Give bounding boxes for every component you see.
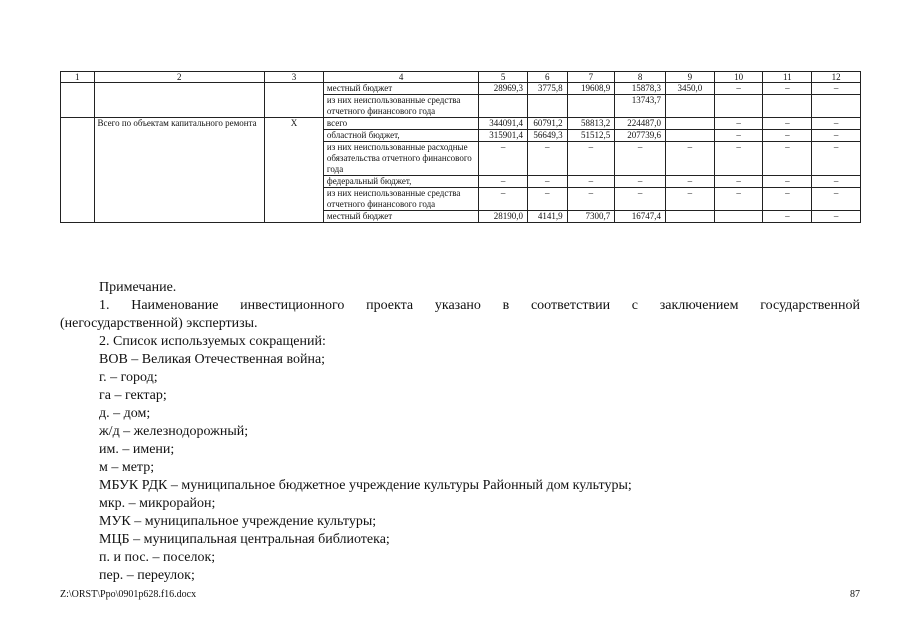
- value-cell: –: [763, 118, 812, 130]
- note-item-1-continuation: (негосударственной) экспертизы.: [60, 316, 258, 331]
- value-cell: 4141,9: [527, 211, 567, 223]
- value-cell: –: [527, 142, 567, 176]
- abbreviation-item: п. и пос. – поселок;: [99, 550, 216, 565]
- note-item-1: 1. Наименование инвестиционного проекта указано в соответствии с заключением государственной: [99, 298, 860, 313]
- value-cell: –: [666, 142, 715, 176]
- value-cell: –: [763, 211, 812, 223]
- value-cell: –: [812, 188, 861, 211]
- value-cell: 58813,2: [567, 118, 615, 130]
- value-cell: –: [812, 83, 861, 95]
- value-cell: –: [812, 176, 861, 188]
- value-cell: –: [763, 130, 812, 142]
- abbreviation-item: мкр. – микрорайон;: [99, 496, 216, 511]
- column-number: 6: [527, 72, 567, 83]
- empty-cell: [94, 83, 265, 118]
- value-cell: –: [666, 188, 715, 211]
- abbreviation-item: МЦБ – муниципальная центральная библиотека;: [99, 532, 390, 547]
- value-cell: 224487,0: [615, 118, 666, 130]
- column-number: 2: [94, 72, 265, 83]
- column-number: 1: [61, 72, 95, 83]
- value-cell: –: [615, 176, 666, 188]
- value-cell: 344091,4: [479, 118, 528, 130]
- value-cell: 3775,8: [527, 83, 567, 95]
- value-cell: [527, 95, 567, 118]
- empty-cell: [61, 83, 95, 118]
- abbreviation-item: МУК – муниципальное учреждение культуры;: [99, 514, 377, 529]
- value-cell: 28190,0: [479, 211, 528, 223]
- value-cell: 7300,7: [567, 211, 615, 223]
- abbreviation-item: г. – город;: [99, 370, 158, 385]
- value-cell: –: [812, 118, 861, 130]
- value-cell: [666, 130, 715, 142]
- value-cell: [479, 95, 528, 118]
- value-cell: 207739,6: [615, 130, 666, 142]
- abbreviation-item: ВОВ – Великая Отечественная война;: [99, 352, 326, 367]
- notes-section: [60, 279, 860, 585]
- table-row: [61, 118, 861, 130]
- column-number: 12: [812, 72, 861, 83]
- value-cell: –: [479, 142, 528, 176]
- value-cell: –: [567, 142, 615, 176]
- row-description: федеральный бюджет,: [323, 176, 478, 188]
- value-cell: 51512,5: [567, 130, 615, 142]
- value-cell: –: [812, 142, 861, 176]
- notes-title: Примечание.: [99, 280, 177, 295]
- row-description: из них неиспользованные средства отчетного финансового года: [323, 95, 478, 118]
- value-cell: [567, 95, 615, 118]
- abbreviation-item: МБУК РДК – муниципальное бюджетное учреждение культуры Районный дом культуры;: [99, 478, 632, 493]
- value-cell: –: [615, 142, 666, 176]
- value-cell: 19608,9: [567, 83, 615, 95]
- row-description: областной бюджет,: [323, 130, 478, 142]
- value-cell: –: [763, 188, 812, 211]
- column-number-row: [61, 72, 861, 83]
- abbreviation-item: им. – имени;: [99, 442, 175, 457]
- value-cell: –: [666, 176, 715, 188]
- abbreviation-item: га – гектар;: [99, 388, 167, 403]
- value-cell: –: [527, 188, 567, 211]
- page-footer: [60, 589, 860, 600]
- file-path: Z:\ORST\Ppo\0901p628.f16.docx: [60, 589, 197, 600]
- value-cell: –: [615, 188, 666, 211]
- column-number: 4: [323, 72, 478, 83]
- column-number: 9: [666, 72, 715, 83]
- value-cell: –: [714, 83, 763, 95]
- value-cell: –: [812, 130, 861, 142]
- column-number: 3: [265, 72, 324, 83]
- group-label: Всего по объектам капитального ремонта: [94, 118, 265, 223]
- value-cell: 15878,3: [615, 83, 666, 95]
- value-cell: –: [714, 176, 763, 188]
- value-cell: 56649,3: [527, 130, 567, 142]
- group-marker: Х: [265, 118, 324, 223]
- column-number: 5: [479, 72, 528, 83]
- abbreviation-item: ж/д – железнодорожный;: [99, 424, 249, 439]
- row-description: местный бюджет: [323, 83, 478, 95]
- column-number: 7: [567, 72, 615, 83]
- value-cell: 16747,4: [615, 211, 666, 223]
- value-cell: –: [714, 142, 763, 176]
- value-cell: –: [714, 188, 763, 211]
- value-cell: 315901,4: [479, 130, 528, 142]
- value-cell: –: [479, 176, 528, 188]
- value-cell: [714, 95, 763, 118]
- table-row: [61, 83, 861, 95]
- value-cell: –: [567, 188, 615, 211]
- abbreviation-item: д. – дом;: [99, 406, 151, 421]
- value-cell: [714, 211, 763, 223]
- column-number: 8: [615, 72, 666, 83]
- value-cell: –: [714, 130, 763, 142]
- value-cell: 3450,0: [666, 83, 715, 95]
- empty-cell: [61, 118, 95, 223]
- value-cell: [666, 118, 715, 130]
- budget-table: [60, 71, 861, 223]
- abbreviation-item: пер. – переулок;: [99, 568, 195, 583]
- row-description: местный бюджет: [323, 211, 478, 223]
- column-number: 10: [714, 72, 763, 83]
- value-cell: –: [479, 188, 528, 211]
- value-cell: [666, 95, 715, 118]
- row-description: из них неиспользованные расходные обязательства отчетного финансового года: [323, 142, 478, 176]
- value-cell: 13743,7: [615, 95, 666, 118]
- value-cell: –: [763, 176, 812, 188]
- note-item-2: 2. Список используемых сокращений:: [99, 334, 326, 349]
- value-cell: –: [812, 211, 861, 223]
- value-cell: –: [763, 83, 812, 95]
- value-cell: –: [763, 142, 812, 176]
- value-cell: –: [567, 176, 615, 188]
- value-cell: [763, 95, 812, 118]
- row-description: из них неиспользованные средства отчетного финансового года: [323, 188, 478, 211]
- value-cell: –: [714, 118, 763, 130]
- page-number: 87: [850, 589, 860, 600]
- column-number: 11: [763, 72, 812, 83]
- empty-cell: [265, 83, 324, 118]
- value-cell: [666, 211, 715, 223]
- value-cell: 60791,2: [527, 118, 567, 130]
- abbreviation-item: м – метр;: [99, 460, 155, 475]
- value-cell: 28969,3: [479, 83, 528, 95]
- value-cell: [812, 95, 861, 118]
- value-cell: –: [527, 176, 567, 188]
- row-description: всего: [323, 118, 478, 130]
